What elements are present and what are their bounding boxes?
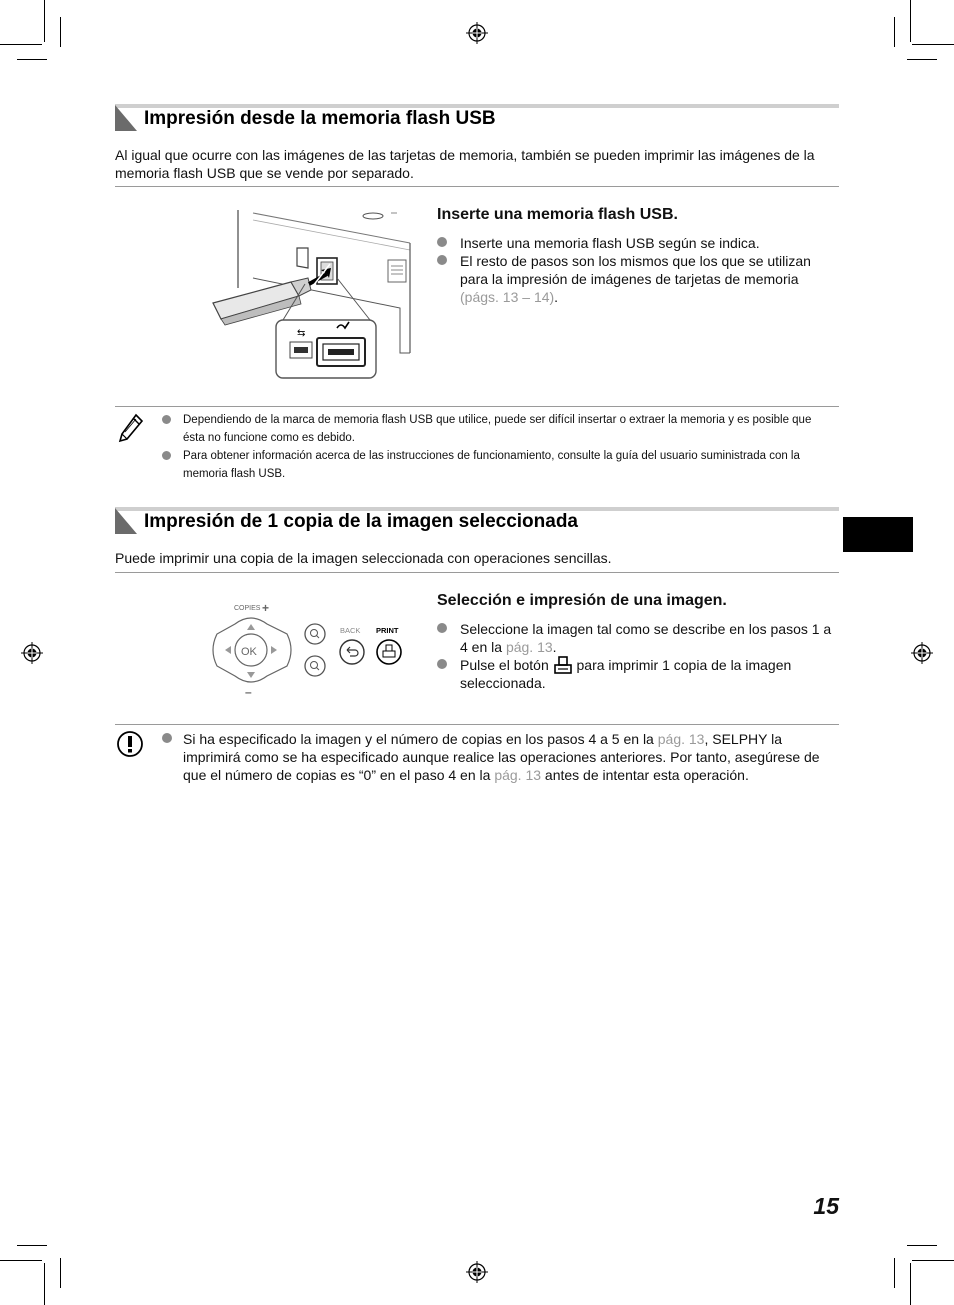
- crop-mark: [44, 0, 45, 42]
- list-item: Si ha especificado la imagen y el número de copias en los pasos 4 a 5 en la pág. 13, SELPHY la imprimirá como se ha especificado aunque realice las operaciones anteriores. Por tanto, asegúrese de que el número de copias es “0” en el paso 4 en la pág. 13 antes de intentar esta operación.: [160, 730, 830, 784]
- warning-list: [160, 730, 830, 784]
- crop-mark: [17, 59, 47, 60]
- crop-mark: [894, 1258, 895, 1288]
- crop-mark: [0, 44, 42, 45]
- registration-mark-icon: [466, 1261, 488, 1283]
- bullet-icon: [162, 415, 171, 424]
- registration-mark-icon: [911, 642, 933, 664]
- section-title: Impresión de 1 copia de la imagen seleccionada: [144, 511, 578, 532]
- divider: [115, 572, 839, 573]
- crop-mark: [60, 1258, 61, 1288]
- crop-mark: [60, 17, 61, 47]
- section-intro: Al igual que ocurre con las imágenes de las tarjetas de memoria, también se pueden imprimir las imágenes de la memoria flash USB que se vende por separado.: [115, 147, 815, 181]
- crop-mark: [894, 17, 895, 47]
- copies-label: COPIES: [234, 605, 261, 612]
- divider: [115, 186, 839, 187]
- crop-mark: [910, 0, 911, 42]
- page-reference-link[interactable]: pág. 13: [657, 731, 705, 747]
- section-triangle: [115, 508, 137, 534]
- note-list: [160, 411, 825, 483]
- section-triangle: [115, 105, 137, 131]
- registration-mark-icon: [21, 642, 43, 664]
- svg-text:⇆: ⇆: [297, 328, 306, 339]
- bullet-list: [437, 620, 837, 692]
- section-intro: Puede imprimir una copia de la imagen seleccionada con operaciones sencillas.: [115, 550, 612, 566]
- registration-mark-icon: [466, 22, 488, 44]
- bullet-icon: [162, 733, 172, 743]
- crop-mark: [912, 1260, 954, 1261]
- usb-insert-illustration: [205, 208, 415, 383]
- crop-mark: [910, 1263, 911, 1305]
- pencil-note-icon: [118, 413, 144, 443]
- bullet-icon: [162, 451, 171, 460]
- list-item: Para obtener información acerca de las instrucciones de funcionamiento, consulte la guía del usuario suministrada con la memoria flash USB.: [160, 447, 825, 483]
- list-item: El resto de pasos son los mismos que los que se utilizan para la impresión de imágenes de tarjetas de memoria (págs. 13 – 14).: [437, 252, 837, 306]
- page-reference-link[interactable]: pág. 13: [494, 767, 542, 783]
- divider: [115, 406, 839, 407]
- bullet-list: [437, 234, 837, 306]
- page-reference-link[interactable]: pág. 13: [505, 639, 553, 655]
- page-number: 15: [813, 1193, 839, 1219]
- list-item: Seleccione la imagen tal como se describe en los pasos 1 a 4 en la pág. 13.: [437, 620, 837, 656]
- minus-label: –: [245, 685, 252, 698]
- control-panel-illustration: [205, 598, 415, 698]
- page-reference-link[interactable]: (págs. 13 – 14): [460, 289, 555, 305]
- crop-mark: [907, 1245, 937, 1246]
- list-item: Inserte una memoria flash USB según se indica.: [437, 234, 837, 252]
- bullet-icon: [437, 255, 447, 265]
- warning-icon: [116, 730, 144, 758]
- plus-label: +: [262, 601, 270, 615]
- list-item: Pulse el botón para imprimir 1 copia de la imagen seleccionada.: [437, 656, 837, 692]
- print-label: PRINT: [376, 626, 399, 635]
- step-title: Selección e impresión de una imagen.: [437, 592, 727, 609]
- crop-mark: [907, 59, 937, 60]
- divider: [115, 724, 839, 725]
- section-title: Impresión desde la memoria flash USB: [144, 108, 496, 129]
- bullet-icon: [437, 237, 447, 247]
- list-item: Dependiendo de la marca de memoria flash USB que utilice, puede ser difícil insertar o extraer la memoria y es posible que ésta no funcione como es debido.: [160, 411, 825, 447]
- crop-mark: [912, 44, 954, 45]
- crop-mark: [17, 1245, 47, 1246]
- crop-mark: [0, 1260, 42, 1261]
- crop-mark: [44, 1263, 45, 1305]
- ok-label: OK: [241, 646, 257, 658]
- step-title: Inserte una memoria flash USB.: [437, 206, 678, 223]
- chapter-tab: [843, 517, 913, 552]
- back-label: BACK: [340, 626, 361, 635]
- print-button-icon: [553, 656, 573, 674]
- bullet-icon: [437, 659, 447, 669]
- bullet-icon: [437, 623, 447, 633]
